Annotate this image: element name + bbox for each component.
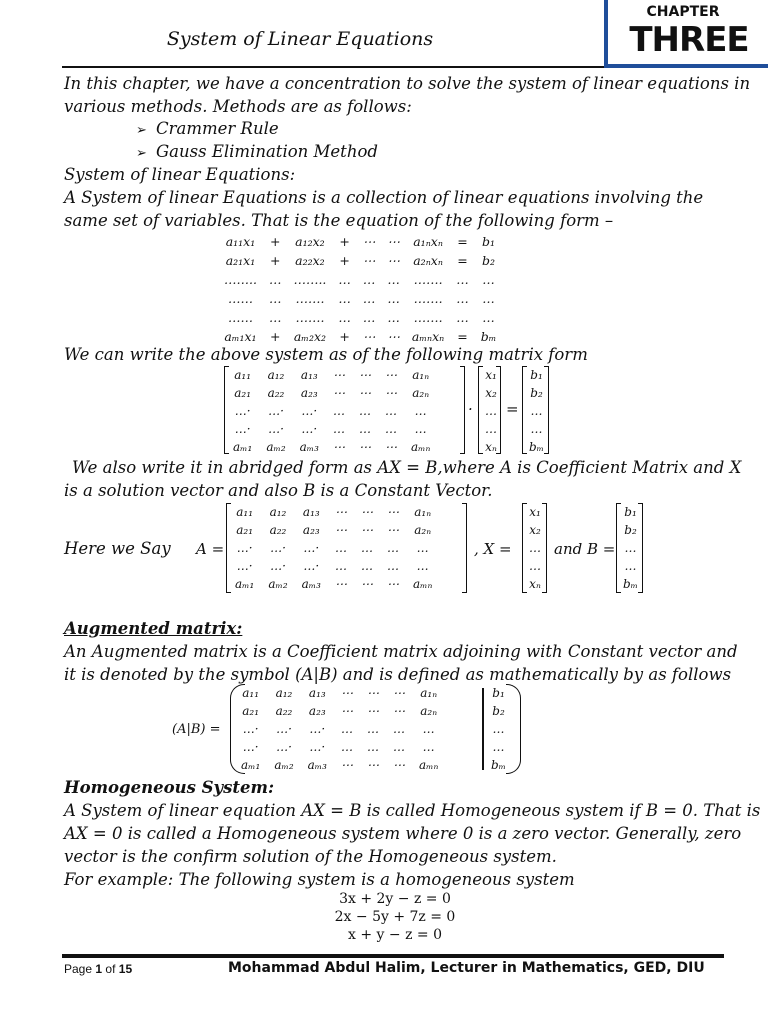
matrix-row <box>228 503 439 521</box>
matrix-cell: … <box>332 404 345 418</box>
homogeneous-line-4: For example: The following system is a homogeneous system <box>64 870 575 889</box>
equation-cell: ⋯ <box>362 253 376 268</box>
matrix-cell: …· <box>276 740 292 754</box>
matrix-cell: … <box>422 722 435 736</box>
equation-cell: … <box>482 291 495 306</box>
homogeneous-line-1: A System of linear equation AX = B is called Homogeneous system if B = 0. That is <box>64 801 761 820</box>
equation-cell: = <box>457 329 468 344</box>
matrix-cell: … <box>392 722 405 736</box>
matrix-cell: …· <box>242 740 259 754</box>
matrix-cell: a₂₂ <box>269 523 287 537</box>
matrix-row <box>218 289 502 308</box>
vector-cell: xₙ <box>529 577 541 591</box>
equation-cell: … <box>387 272 400 287</box>
equation-cell: … <box>362 310 376 325</box>
matrix-cell: ⋯ <box>332 440 345 454</box>
matrix-cell: a₁₃ <box>308 686 326 700</box>
matrix-cell: aₘ₁ <box>241 758 261 772</box>
equation-cell: … <box>362 291 376 306</box>
matrix-cell: ⋯ <box>384 368 397 382</box>
matrix-cell: …· <box>242 722 259 736</box>
matrix-cell: ⋯ <box>392 686 405 700</box>
matrix-cell: … <box>384 404 397 418</box>
matrix-cell: … <box>392 740 405 754</box>
bullet-crammer <box>136 119 279 138</box>
equation-cell: + <box>269 234 281 249</box>
equation-cell: a₁₂x₂ <box>295 234 325 249</box>
augmented-line-2: it is denoted by the symbol (A|B) and is defined as mathematically by as follows <box>64 665 732 684</box>
vector-cell: xₙ <box>485 440 497 454</box>
equation-cell: b₂ <box>482 253 496 268</box>
matrix-cell: … <box>360 541 373 555</box>
system-heading: System of linear Equations: <box>64 165 296 184</box>
matrix-cell: ⋯ <box>334 577 347 591</box>
equation-cell: + <box>339 253 350 268</box>
matrix-cell: aₘₙ <box>410 440 431 454</box>
equals-sign: = <box>506 400 519 418</box>
page-total: 15 <box>118 962 133 976</box>
coef-bracket-right <box>460 366 465 454</box>
equation-cell: a₁₁x₁ <box>225 234 256 249</box>
augmented-matrix <box>234 684 445 774</box>
vector-cell: … <box>485 422 497 436</box>
matrix-cell: ⋯ <box>340 758 353 772</box>
matrix-cell: …· <box>270 541 286 555</box>
matrix-cell: …· <box>268 404 284 418</box>
matrix-cell: aₘ₃ <box>299 440 319 454</box>
matrix-cell: a₂₃ <box>302 523 320 537</box>
matrix-cell: … <box>360 559 373 573</box>
equation-cell: = <box>457 253 468 268</box>
equation-cell: ……. <box>413 291 443 306</box>
matrix-cell: … <box>358 422 371 436</box>
equation-cell: a₂₂x₂ <box>295 253 325 268</box>
equation-cell: a₁ₙxₙ <box>413 234 443 249</box>
homogeneous-heading: Homogeneous System: <box>64 778 275 797</box>
equation-cell: …… <box>227 291 253 306</box>
matrix-cell: …· <box>268 422 284 436</box>
matrix-cell: a₂₃ <box>300 386 318 400</box>
example-eq-3: x + y − z = 0 <box>348 927 442 943</box>
footer-rule <box>62 954 724 958</box>
matrix-cell: ⋯ <box>332 368 345 382</box>
matrix-cell: …· <box>234 404 251 418</box>
matrix-cell: ⋯ <box>334 505 347 519</box>
augmented-line-1: An Augmented matrix is a Coefficient matrix adjoining with Constant vector and <box>64 642 738 661</box>
matrix-cell: ⋯ <box>384 440 397 454</box>
x-equals-label: , X = <box>474 540 512 558</box>
aug-paren-right <box>506 684 521 774</box>
system-def-line-1: A System of linear Equations is a collection of linear equations involving the <box>64 188 704 207</box>
matrix-cell: ⋯ <box>366 758 379 772</box>
matrix-cell: ⋯ <box>358 368 371 382</box>
intro-line-1: In this chapter, we have a concentration to solve the system of linear equations in <box>64 74 751 93</box>
matrix-cell: a₂₃ <box>308 704 326 718</box>
vector-cell: b₂ <box>492 704 505 718</box>
a-matrix <box>228 503 439 593</box>
matrix-cell: aₘ₁ <box>233 440 253 454</box>
equation-cell: … <box>482 310 495 325</box>
equation-cell: ……. <box>413 272 443 287</box>
matrix-cell: a₂₂ <box>267 386 285 400</box>
matrix-cell: a₁₂ <box>269 505 287 519</box>
matrix-row <box>234 720 445 738</box>
equation-cell: a₂ₙxₙ <box>413 253 443 268</box>
matrix-row <box>234 702 445 720</box>
vector-cell: … <box>492 722 505 736</box>
matrix-row <box>226 384 437 402</box>
vector-cell: b₂ <box>530 386 543 400</box>
vector-cell: … <box>530 422 543 436</box>
x-bracket-right <box>496 366 501 454</box>
matrix-cell: … <box>386 559 399 573</box>
vector-cell: x₁ <box>485 368 497 382</box>
vector-cell: x₁ <box>529 505 541 519</box>
equation-cell: bₘ <box>480 329 497 344</box>
matrix-row <box>234 684 445 702</box>
matrix-cell: …· <box>309 740 326 754</box>
a-equals-label: A = <box>196 540 225 558</box>
matrix-cell: ⋯ <box>392 704 405 718</box>
equation-cell: …….. <box>224 272 257 287</box>
vector-cell: … <box>485 404 497 418</box>
equation-cell: ……. <box>295 310 325 325</box>
coef-matrix <box>226 366 437 456</box>
vector-cell: b₂ <box>624 523 637 537</box>
matrix-cell: ⋯ <box>386 577 399 591</box>
matrix-cell: ⋯ <box>340 686 353 700</box>
equation-cell: … <box>268 310 282 325</box>
homogeneous-line-3: vector is the confirm solution of the Homogeneous system. <box>64 847 557 866</box>
vector-cell: … <box>624 559 637 573</box>
matrix-cell: ⋯ <box>340 704 353 718</box>
matrix-cell: a₁₁ <box>234 368 252 382</box>
equation-cell: ⋯ <box>362 234 376 249</box>
equation-cell: aₘₙxₙ <box>411 329 445 344</box>
matrix-cell: ⋯ <box>392 758 405 772</box>
vector-cell: b₁ <box>492 686 505 700</box>
matrix-cell: …· <box>270 559 286 573</box>
example-eq-2: 2x − 5y + 7z = 0 <box>334 909 456 925</box>
matrix-cell: a₁₂ <box>267 368 285 382</box>
matrix-cell: ⋯ <box>334 523 347 537</box>
b2-bracket-right <box>638 503 643 593</box>
matrix-cell: ⋯ <box>332 386 345 400</box>
mult-dot: . <box>468 396 473 414</box>
matrix-cell: a₁₃ <box>302 505 320 519</box>
matrix-row <box>228 575 439 593</box>
matrix-cell: a₁₁ <box>242 686 260 700</box>
matrix-cell: …· <box>301 404 318 418</box>
matrix-cell: a₁ₙ <box>420 686 438 700</box>
matrix-cell: … <box>340 722 353 736</box>
matrix-form-line: We can write the above system as of the following matrix form <box>64 345 588 364</box>
matrix-cell: ⋯ <box>366 686 379 700</box>
page-word: Page <box>64 962 93 976</box>
equation-cell: … <box>387 291 400 306</box>
matrix-cell: a₂ₙ <box>420 704 438 718</box>
matrix-cell: …· <box>309 722 326 736</box>
vector-cell: … <box>624 541 637 555</box>
vector-cell: … <box>492 740 505 754</box>
matrix-cell: a₂₁ <box>236 523 254 537</box>
equation-cell: ⋯ <box>387 234 400 249</box>
matrix-cell: ⋯ <box>386 523 399 537</box>
matrix-cell: aₘ₃ <box>301 577 321 591</box>
equation-cell: … <box>268 272 282 287</box>
vector-cell: bₘ <box>529 440 545 454</box>
bullet-gauss <box>136 142 378 161</box>
equation-cell: + <box>339 234 350 249</box>
equation-cell: + <box>269 253 281 268</box>
page-number <box>64 962 132 976</box>
b-bracket-right <box>544 366 549 454</box>
vector-cell: … <box>529 541 541 555</box>
matrix-row <box>234 738 445 756</box>
matrix-cell: ⋯ <box>360 523 373 537</box>
arrow-bullet-icon: ➢ <box>136 146 147 161</box>
matrix-cell: … <box>340 740 353 754</box>
a-bracket-right <box>462 503 467 593</box>
matrix-row <box>228 539 439 557</box>
matrix-cell: a₁ₙ <box>412 368 430 382</box>
vector-cell: b₁ <box>624 505 637 519</box>
bullet-text: Crammer Rule <box>156 119 279 138</box>
equation-cell: ⋯ <box>362 329 376 344</box>
matrix-cell: … <box>386 541 399 555</box>
matrix-cell: a₁₂ <box>275 686 293 700</box>
matrix-cell: aₘ₃ <box>307 758 327 772</box>
matrix-cell: … <box>414 404 427 418</box>
vector-cell: … <box>529 559 541 573</box>
matrix-cell: ⋯ <box>358 440 371 454</box>
matrix-cell: …· <box>234 422 251 436</box>
matrix-cell: a₂ₙ <box>412 386 430 400</box>
matrix-cell: … <box>416 559 429 573</box>
matrix-cell: aₘₙ <box>412 577 433 591</box>
bullet-text: Gauss Elimination Method <box>156 142 378 161</box>
equation-cell: … <box>338 291 351 306</box>
matrix-cell: … <box>422 740 435 754</box>
matrix-cell: … <box>366 722 379 736</box>
matrix-cell: ⋯ <box>360 505 373 519</box>
chapter-label: CHAPTER <box>646 4 720 20</box>
augmented-heading: Augmented matrix: <box>64 619 243 638</box>
equation-cell: … <box>268 291 282 306</box>
equation-cell: … <box>456 272 469 287</box>
chapter-box-underline <box>604 64 768 68</box>
equation-cell: …… <box>227 310 253 325</box>
here-we-say: Here we Say <box>64 539 171 558</box>
matrix-cell: aₘₙ <box>418 758 439 772</box>
equation-cell: … <box>338 272 351 287</box>
matrix-cell: aₘ₂ <box>274 758 294 772</box>
header-rule <box>62 66 604 68</box>
equation-cell: ……. <box>295 291 325 306</box>
matrix-row <box>218 232 502 251</box>
matrix-cell: ⋯ <box>386 505 399 519</box>
matrix-row <box>226 366 437 384</box>
equation-cell: ⋯ <box>387 329 400 344</box>
matrix-cell: … <box>334 559 347 573</box>
footer-author: Mohammad Abdul Halim, Lecturer in Mathematics, GED, DIU <box>228 960 705 976</box>
matrix-cell: …· <box>303 541 320 555</box>
matrix-row <box>218 270 502 289</box>
matrix-cell: … <box>416 541 429 555</box>
vector-cell: x₂ <box>485 386 497 400</box>
matrix-cell: a₁₁ <box>236 505 254 519</box>
matrix-cell: a₂ₙ <box>414 523 432 537</box>
matrix-cell: …· <box>303 559 320 573</box>
matrix-cell: a₂₁ <box>234 386 252 400</box>
matrix-cell: a₂₂ <box>275 704 293 718</box>
equation-system <box>218 232 502 346</box>
chapter-box-border <box>604 0 608 68</box>
abridged-line-2: is a solution vector and also B is a Constant Vector. <box>64 481 493 500</box>
vector-cell: … <box>530 404 543 418</box>
equation-cell: aₘ₂x₂ <box>293 329 327 344</box>
matrix-row <box>226 420 437 438</box>
equation-cell: … <box>387 310 400 325</box>
equation-cell: = <box>457 234 468 249</box>
equation-cell: … <box>456 310 469 325</box>
intro-line-2: various methods. Methods are as follows: <box>64 97 412 116</box>
chapter-number: THREE <box>629 20 749 60</box>
abridged-line-1: We also write it in abridged form as AX = B,where A is Coefficient Matrix and X <box>72 458 742 477</box>
matrix-cell: ⋯ <box>360 577 373 591</box>
equation-cell: + <box>269 329 281 344</box>
vector-cell: b₁ <box>530 368 543 382</box>
equation-cell: … <box>338 310 351 325</box>
matrix-cell: ⋯ <box>358 386 371 400</box>
matrix-cell: … <box>366 740 379 754</box>
matrix-cell: aₘ₁ <box>235 577 255 591</box>
matrix-cell: aₘ₂ <box>266 440 286 454</box>
matrix-cell: … <box>384 422 397 436</box>
equation-cell: ……. <box>413 310 443 325</box>
equation-cell: … <box>482 272 495 287</box>
matrix-cell: …· <box>236 541 253 555</box>
homogeneous-line-2: AX = 0 is called a Homogeneous system where 0 is a zero vector. Generally, zero <box>64 824 742 843</box>
matrix-row <box>218 251 502 270</box>
arrow-bullet-icon: ➢ <box>136 123 147 138</box>
matrix-cell: … <box>332 422 345 436</box>
equation-cell: … <box>456 291 469 306</box>
and-b-label: and B = <box>554 540 616 558</box>
equation-cell: …….. <box>293 272 327 287</box>
matrix-cell: ⋯ <box>366 704 379 718</box>
matrix-cell: …· <box>276 722 292 736</box>
vector-cell: x₂ <box>529 523 541 537</box>
matrix-cell: … <box>414 422 427 436</box>
x2-bracket-right <box>542 503 547 593</box>
matrix-cell: a₁₃ <box>300 368 318 382</box>
matrix-row <box>228 557 439 575</box>
equation-cell: b₁ <box>482 234 496 249</box>
matrix-cell: ⋯ <box>384 386 397 400</box>
matrix-row <box>234 756 445 774</box>
matrix-cell: … <box>358 404 371 418</box>
matrix-row <box>218 308 502 327</box>
page-header-title: System of Linear Equations <box>166 28 434 50</box>
matrix-cell: aₘ₂ <box>268 577 288 591</box>
matrix-row <box>226 402 437 420</box>
matrix-row <box>228 521 439 539</box>
matrix-cell: a₂₁ <box>242 704 260 718</box>
matrix-cell: …· <box>236 559 253 573</box>
equation-cell: + <box>339 329 350 344</box>
page-current: 1 <box>95 962 103 976</box>
example-eq-1: 3x + 2y − z = 0 <box>339 891 451 907</box>
matrix-cell: a₁ₙ <box>414 505 432 519</box>
matrix-cell: …· <box>301 422 318 436</box>
equation-cell: … <box>362 272 376 287</box>
equation-cell: aₘ₁x₁ <box>224 329 257 344</box>
augmented-label: (A|B) = <box>172 722 221 737</box>
equation-cell: a₂₁x₁ <box>225 253 256 268</box>
vector-cell: bₘ <box>623 577 639 591</box>
of-word: of <box>105 962 116 976</box>
vector-cell: bₘ <box>491 758 507 772</box>
matrix-cell: … <box>334 541 347 555</box>
system-def-line-2: same set of variables. That is the equation of the following form – <box>64 211 614 230</box>
equation-cell: ⋯ <box>387 253 400 268</box>
matrix-row <box>226 438 437 456</box>
